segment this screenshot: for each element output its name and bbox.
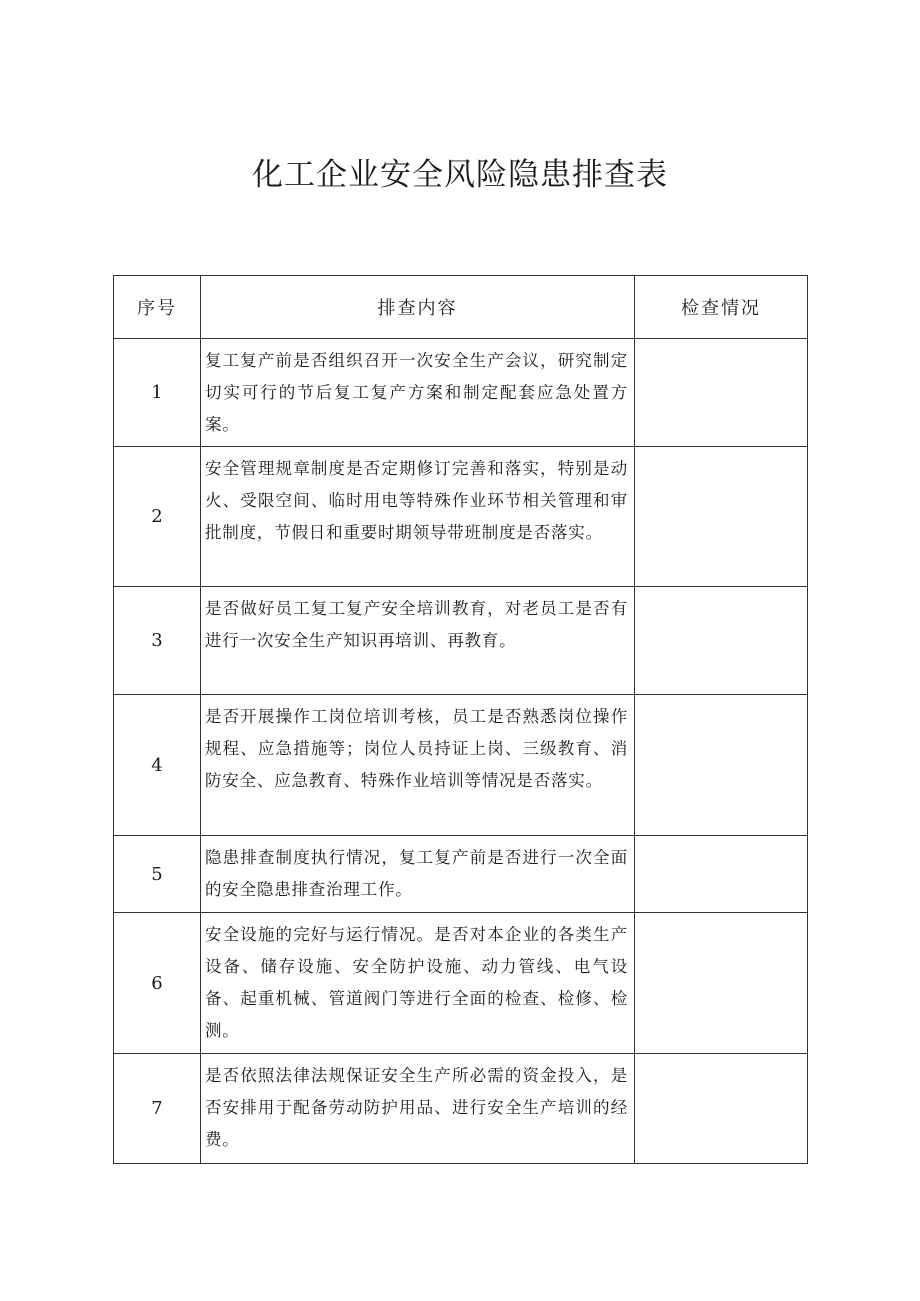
- row-content: 是否开展操作工岗位培训考核，员工是否熟悉岗位操作规程、应急措施等；岗位人员持证上岗、三级教育、消防安全、应急教育、特殊作业培训等情况是否落实。: [201, 695, 635, 836]
- header-inspection-content: 排查内容: [201, 276, 635, 339]
- row-content: 复工复产前是否组织召开一次安全生产会议，研究制定切实可行的节后复工复产方案和制定配套应急处置方案。: [201, 339, 635, 447]
- table-row: [114, 587, 808, 695]
- row-check-cell[interactable]: [635, 447, 808, 587]
- row-number: 2: [114, 447, 201, 587]
- header-serial-number: 序号: [114, 276, 201, 339]
- row-content: 隐患排查制度执行情况，复工复产前是否进行一次全面的安全隐患排查治理工作。: [201, 836, 635, 913]
- row-content: 是否做好员工复工复产安全培训教育，对老员工是否有进行一次安全生产知识再培训、再教育。: [201, 587, 635, 695]
- row-check-cell[interactable]: [635, 695, 808, 836]
- row-check-cell[interactable]: [635, 1054, 808, 1164]
- row-check-cell[interactable]: [635, 587, 808, 695]
- row-number: 1: [114, 339, 201, 447]
- table-row: [114, 695, 808, 836]
- header-inspection-result: 检查情况: [635, 276, 808, 339]
- row-number: 7: [114, 1054, 201, 1164]
- table-row: [114, 1054, 808, 1164]
- row-number: 4: [114, 695, 201, 836]
- row-check-cell[interactable]: [635, 913, 808, 1054]
- table-row: [114, 339, 808, 447]
- row-number: 3: [114, 587, 201, 695]
- row-number: 6: [114, 913, 201, 1054]
- table-row: [114, 836, 808, 913]
- page-title: 化工企业安全风险隐患排查表: [252, 157, 668, 193]
- row-number: 5: [114, 836, 201, 913]
- table-row: [114, 447, 808, 587]
- row-content: 是否依照法律法规保证安全生产所必需的资金投入，是否安排用于配备劳动防护用品、进行安全生产培训的经费。: [201, 1054, 635, 1164]
- row-content: 安全管理规章制度是否定期修订完善和落实，特别是动火、受限空间、临时用电等特殊作业环节相关管理和审批制度，节假日和重要时期领导带班制度是否落实。: [201, 447, 635, 587]
- row-content: 安全设施的完好与运行情况。是否对本企业的各类生产设备、储存设施、安全防护设施、动力管线、电气设备、起重机械、管道阀门等进行全面的检查、检修、检测。: [201, 913, 635, 1054]
- inspection-table: [113, 275, 808, 1164]
- row-check-cell[interactable]: [635, 836, 808, 913]
- table-row: [114, 913, 808, 1054]
- table-header-row: [114, 276, 808, 339]
- row-check-cell[interactable]: [635, 339, 808, 447]
